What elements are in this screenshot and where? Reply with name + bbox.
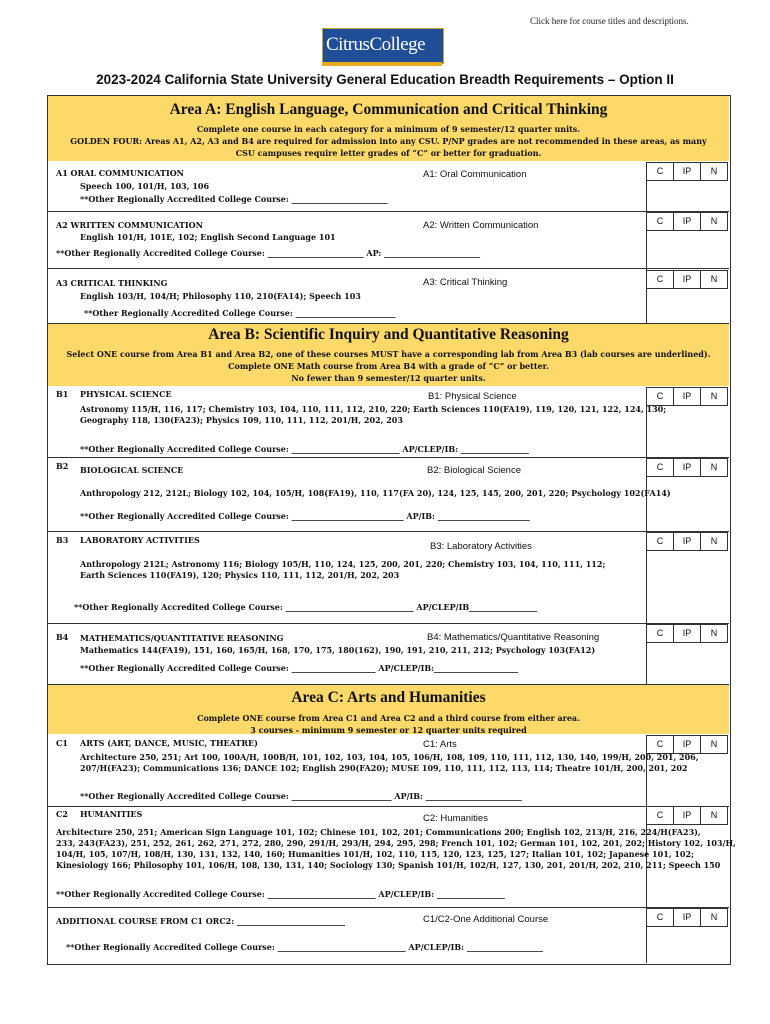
area-b-instructions-2: Complete ONE Math course from Area B4 with a grade of “C” or better. <box>228 361 549 371</box>
area-b-instructions-1: Select ONE course from Area B1 and Area B2, one of these courses MUST have a corresponding lab from Area B3 (lab courses are underlined). <box>66 349 711 359</box>
c2-other-course[interactable]: **Other Regionally Accredited College Course: ___________________________ AP/CLEP/IB: _________________ <box>56 889 505 899</box>
course-titles-link[interactable]: Click here for course titles and descriptions. <box>530 16 689 26</box>
page-title: 2023-2024 California State University General Education Breadth Requirements – Option II <box>96 72 674 87</box>
c1-label: ARTS (ART, DANCE, MUSIC, THEATRE) <box>80 738 258 748</box>
divider <box>48 907 729 908</box>
c1-field-label: C1: Arts <box>423 739 457 750</box>
grade-n[interactable]: N <box>700 270 728 289</box>
b3-field-label: B3: Laboratory Activities <box>430 541 532 552</box>
a2-label: A2 WRITTEN COMMUNICATION <box>56 220 203 230</box>
grade-ip[interactable]: IP <box>673 212 700 231</box>
a3-label: A3 CRITICAL THINKING <box>56 278 168 288</box>
area-a-title: Area A: English Language, Communication and Critical Thinking <box>169 101 608 118</box>
logo-text: CitrusCollege <box>326 34 426 55</box>
grade-ip[interactable]: IP <box>673 532 700 551</box>
c2-field-label: C2: Humanities <box>423 813 488 824</box>
grade-c[interactable]: C <box>646 532 673 551</box>
divider <box>48 623 729 624</box>
grade-c[interactable]: C <box>646 162 673 181</box>
b1-other-course[interactable]: **Other Regionally Accredited College Course: ___________________________ AP/CLEP/IB: _________________ <box>80 444 529 454</box>
grade-n[interactable]: N <box>700 458 728 477</box>
area-a-instructions-2: GOLDEN FOUR: Areas A1, A2, A3 and B4 are required for admission into any CSU. P/NP grades are not recommended in these areas, as many <box>70 136 707 146</box>
divider <box>48 531 729 532</box>
b1-label: PHYSICAL SCIENCE <box>80 389 172 399</box>
grade-ip[interactable]: IP <box>673 806 700 825</box>
a3-field-label: A3: Critical Thinking <box>423 277 508 288</box>
a2-courses: English 101/H, 101E, 102; English Second Language 101 <box>80 232 336 242</box>
b1-field-label: B1: Physical Science <box>428 391 517 402</box>
c1-courses-1: Architecture 250, 251; Art 100, 100A/H, 100B/H, 101, 102, 103, 104, 105, 106/H, 108, 109, 110, 111, 112, 130, 140, 199/H, 200, 201, 206, <box>80 752 699 762</box>
a3-grade-boxes[interactable] <box>646 270 728 289</box>
citrus-college-logo <box>322 28 442 64</box>
grade-ip[interactable]: IP <box>673 387 700 406</box>
grade-c[interactable]: C <box>646 806 673 825</box>
c1-courses-2: 207/H(FA23); Communications 136; DANCE 102; English 290(FA20); MUSE 109, 110, 111, 112, 113, 114; Theatre 101/H, 200, 201, 202 <box>80 763 688 773</box>
c2-code: C2 <box>56 809 68 819</box>
b2-courses: Anthropology 212, 212L; Biology 102, 104, 105/H, 108(FA19), 110, 117(FA 20), 124, 125, 145, 200, 201, 220; Psychology 102(FA14) <box>80 488 671 498</box>
c2-courses-3: 104/H, 105, 107/H, 108/H, 130, 131, 132, 140, 160; Humanities 101/H, 102, 110, 115, 120, 123, 125, 127; Italian 101, 102; Japanese 101, 102; <box>56 849 694 859</box>
c2-courses-1: Architecture 250, 251; American Sign Language 101, 102; Chinese 101, 102, 201; Communications 200; English 102, 213/H, 216, 224/H(FA23), <box>56 827 701 837</box>
grade-ip[interactable]: IP <box>673 735 700 754</box>
a1-field-label: A1: Oral Communication <box>423 169 527 180</box>
b2-other-course[interactable]: **Other Regionally Accredited College Course: ____________________________ AP/IB: _______________________ <box>80 511 530 521</box>
a1-grade-boxes[interactable] <box>646 162 728 181</box>
b3-grade-boxes[interactable] <box>646 532 728 551</box>
grade-n[interactable]: N <box>700 162 728 181</box>
grade-n[interactable]: N <box>700 532 728 551</box>
b2-field-label: B2: Biological Science <box>427 465 521 476</box>
grade-ip[interactable]: IP <box>673 162 700 181</box>
area-c-instructions-2: 3 courses - minimum 9 semester or 12 quarter units required <box>250 725 527 735</box>
c2-courses-4: Kinesiology 166; Philosophy 101, 106/H, 108, 130, 131, 140; Sociology 130; Spanish 101/H, 102/H, 127, 130, 201, 201/H, 202, 210, 211; Speech 150 <box>56 860 721 870</box>
area-b-title: Area B: Scientific Inquiry and Quantitative Reasoning <box>208 326 569 343</box>
b2-code: B2 <box>56 461 69 471</box>
a3-other-course[interactable]: **Other Regionally Accredited College Course: _________________________ <box>84 308 396 318</box>
b3-courses-2: Earth Sciences 110(FA19), 120; Physics 110, 111, 112, 201/H, 202, 203 <box>80 570 400 580</box>
grade-c[interactable]: C <box>646 735 673 754</box>
additional-grade-boxes[interactable] <box>646 908 728 927</box>
grade-c[interactable]: C <box>646 624 673 643</box>
area-a-grade-column <box>646 162 729 324</box>
grade-n[interactable]: N <box>700 908 728 927</box>
grade-n[interactable]: N <box>700 212 728 231</box>
b2-grade-boxes[interactable] <box>646 458 728 477</box>
b4-courses: Mathematics 144(FA19), 151, 160, 165/H, 168, 170, 175, 180(162), 190, 191, 210, 211, 212; Psychology 103(FA12) <box>80 645 596 655</box>
b1-code: B1 <box>56 389 69 399</box>
b3-label: LABORATORY ACTIVITIES <box>80 535 200 545</box>
c1-other-course[interactable]: **Other Regionally Accredited College Course: _________________________ AP/IB: ________________________ <box>80 791 522 801</box>
c1-code: C1 <box>56 738 68 748</box>
b4-grade-boxes[interactable] <box>646 624 728 643</box>
area-a-instructions-3: CSU campuses require letter grades of “C” or better for graduation. <box>235 148 542 158</box>
grade-ip[interactable]: IP <box>673 908 700 927</box>
a2-other-course[interactable]: **Other Regionally Accredited College Course: ________________________ AP: ________________________ <box>56 248 481 258</box>
area-a-header <box>48 96 729 161</box>
grade-c[interactable]: C <box>646 908 673 927</box>
grade-n[interactable]: N <box>700 806 728 825</box>
divider <box>48 806 729 807</box>
area-c-instructions-1: Complete ONE course from Area C1 and Area C2 and a third course from either area. <box>197 713 580 723</box>
grade-ip[interactable]: IP <box>673 624 700 643</box>
c1-grade-boxes[interactable] <box>646 735 728 754</box>
b1-courses-1: Astronomy 115/H, 116, 117; Chemistry 103, 104, 110, 111, 112, 210, 220; Earth Sciences 110(FA19), 119, 120, 121, 122, 124, 130; <box>80 404 667 414</box>
b3-code: B3 <box>56 535 69 545</box>
b2-label: BIOLOGICAL SCIENCE <box>80 465 184 475</box>
a1-label: A1 ORAL COMMUNICATION <box>56 168 184 178</box>
a3-courses: English 103/H, 104/H; Philosophy 110, 210(FA14); Speech 103 <box>80 291 361 301</box>
grade-c[interactable]: C <box>646 212 673 231</box>
grade-ip[interactable]: IP <box>673 270 700 289</box>
grade-c[interactable]: C <box>646 387 673 406</box>
divider <box>48 268 729 269</box>
b4-field-label: B4: Mathematics/Quantitative Reasoning <box>427 632 600 643</box>
area-a-instructions-1: Complete one course in each category for a minimum of 9 semester/12 quarter units. <box>196 124 581 134</box>
a2-field-label: A2: Written Communication <box>423 220 539 231</box>
b4-other-course[interactable]: **Other Regionally Accredited College Course: _____________________ AP/CLEP/IB:_____________________ <box>80 663 519 673</box>
area-c-title: Area C: Arts and Humanities <box>291 689 486 706</box>
additional-course-field[interactable]: ADDITIONAL COURSE FROM C1 ORC2: ___________________________ <box>56 916 345 926</box>
b1-courses-2: Geography 118, 130(FA23); Physics 109, 110, 111, 112, 201/H, 202, 203 <box>80 415 403 425</box>
a1-courses: Speech 100, 101/H, 103, 106 <box>80 181 210 191</box>
b3-courses-1: Anthropology 212L; Astronomy 116; Biology 105/H, 110, 124, 125, 200, 201, 220; Chemistry 103, 104, 110, 111, 112; <box>80 559 606 569</box>
b3-other-course[interactable]: **Other Regionally Accredited College Course: ________________________________ AP/CLEP/IB_________________ <box>74 602 538 612</box>
b4-label: MATHEMATICS/QUANTITATIVE REASONING <box>80 633 284 643</box>
grade-n[interactable]: N <box>700 624 728 643</box>
a1-other-course[interactable]: **Other Regionally Accredited College Course: ________________________ <box>80 194 388 204</box>
divider <box>48 457 729 458</box>
divider <box>48 211 729 212</box>
a2-grade-boxes[interactable] <box>646 212 728 231</box>
grade-n[interactable]: N <box>700 735 728 754</box>
additional-field-label: C1/C2-One Additional Course <box>423 914 549 925</box>
c2-courses-2: 233, 243(FA23), 251, 252, 261, 262, 271, 272, 280, 290, 291/H, 293/H, 294, 295, 298; French 101, 102; German 101, 102, 201, 202; History 102, 103/H, <box>56 838 736 848</box>
area-b-instructions-3: No fewer than 9 semester/12 quarter units. <box>291 373 486 383</box>
c2-label: HUMANITIES <box>80 809 143 819</box>
grade-c[interactable]: C <box>646 270 673 289</box>
additional-other-course[interactable]: **Other Regionally Accredited College Course: ________________________________ AP/CLEP/IB: ___________________ <box>66 942 543 952</box>
c2-grade-boxes[interactable] <box>646 806 728 825</box>
b4-code: B4 <box>56 632 69 642</box>
area-b-header <box>48 324 729 386</box>
grade-n[interactable]: N <box>700 387 728 406</box>
grade-ip[interactable]: IP <box>673 458 700 477</box>
area-c-header <box>48 685 729 734</box>
grade-c[interactable]: C <box>646 458 673 477</box>
b1-grade-boxes[interactable] <box>646 387 728 406</box>
